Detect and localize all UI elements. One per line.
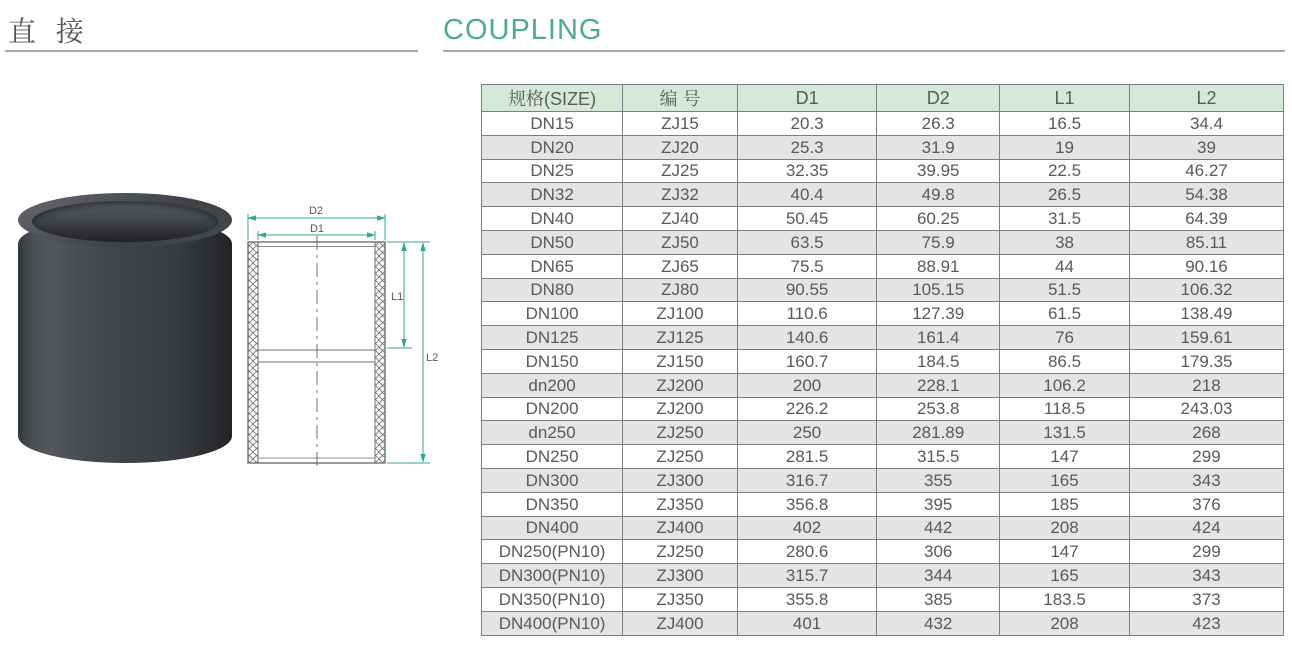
table-cell: 38 <box>1000 230 1130 254</box>
table-cell: 50.45 <box>737 207 877 231</box>
table-cell: ZJ400 <box>623 611 738 635</box>
table-cell: 86.5 <box>1000 349 1130 373</box>
table-cell: 385 <box>877 587 1000 611</box>
table-cell: 442 <box>877 516 1000 540</box>
table-cell: DN15 <box>482 112 623 136</box>
table-cell: 25.3 <box>737 135 877 159</box>
table-cell: ZJ50 <box>623 230 738 254</box>
table-cell: 402 <box>737 516 877 540</box>
table-cell: DN125 <box>482 326 623 350</box>
dim-label-d1: D1 <box>309 223 325 235</box>
table-cell: 61.5 <box>1000 302 1130 326</box>
table-cell: 355 <box>877 468 1000 492</box>
table-cell: DN25 <box>482 159 623 183</box>
table-cell: 343 <box>1129 564 1283 588</box>
table-cell: 160.7 <box>737 349 877 373</box>
table-cell: 19 <box>1000 135 1130 159</box>
page-title-english: COUPLING <box>443 14 603 46</box>
table-cell: ZJ250 <box>623 421 738 445</box>
table-row <box>482 159 1284 183</box>
title-underline-left <box>5 50 418 52</box>
table-cell: DN400(PN10) <box>482 611 623 635</box>
table-cell: ZJ300 <box>623 468 738 492</box>
table-cell: 306 <box>877 540 1000 564</box>
table-cell: 88.91 <box>877 254 1000 278</box>
table-cell: 127.39 <box>877 302 1000 326</box>
table-row <box>482 540 1284 564</box>
table-cell: 344 <box>877 564 1000 588</box>
table-cell: 280.6 <box>737 540 877 564</box>
table-row <box>482 302 1284 326</box>
table-row <box>482 492 1284 516</box>
table-cell: 183.5 <box>1000 587 1130 611</box>
table-cell: 315.7 <box>737 564 877 588</box>
table-row <box>482 468 1284 492</box>
table-cell: DN250(PN10) <box>482 540 623 564</box>
table-cell: 268 <box>1129 421 1283 445</box>
dim-label-l2: L2 <box>426 352 439 364</box>
table-cell: 373 <box>1129 587 1283 611</box>
table-cell: 106.32 <box>1129 278 1283 302</box>
table-cell: DN80 <box>482 278 623 302</box>
table-cell: 161.4 <box>877 326 1000 350</box>
table-cell: 16.5 <box>1000 112 1130 136</box>
table-row <box>482 278 1284 302</box>
table-cell: 63.5 <box>737 230 877 254</box>
table-cell: 200 <box>737 373 877 397</box>
table-cell: 49.8 <box>877 183 1000 207</box>
table-row <box>482 397 1284 421</box>
table-cell: 40.4 <box>737 183 877 207</box>
table-row <box>482 254 1284 278</box>
table-cell: 54.38 <box>1129 183 1283 207</box>
table-cell: 51.5 <box>1000 278 1130 302</box>
table-cell: 316.7 <box>737 468 877 492</box>
table-cell: DN300 <box>482 468 623 492</box>
table-cell: 90.16 <box>1129 254 1283 278</box>
table-cell: 315.5 <box>877 445 1000 469</box>
table-cell: 147 <box>1000 445 1130 469</box>
table-cell: 179.35 <box>1129 349 1283 373</box>
table-cell: 26.5 <box>1000 183 1130 207</box>
table-cell: DN65 <box>482 254 623 278</box>
table-header-row <box>482 85 1284 112</box>
table-cell: 75.5 <box>737 254 877 278</box>
table-cell: 46.27 <box>1129 159 1283 183</box>
table-cell: 185 <box>1000 492 1130 516</box>
column-header: L1 <box>1000 85 1130 112</box>
coupling-body <box>18 217 232 463</box>
table-cell: ZJ15 <box>623 112 738 136</box>
table-row <box>482 112 1284 136</box>
table-cell: ZJ200 <box>623 397 738 421</box>
table-cell: ZJ125 <box>623 326 738 350</box>
table-cell: 250 <box>737 421 877 445</box>
table-cell: 343 <box>1129 468 1283 492</box>
table-cell: DN250 <box>482 445 623 469</box>
table-cell: DN150 <box>482 349 623 373</box>
table-row <box>482 135 1284 159</box>
table-cell: 401 <box>737 611 877 635</box>
table-cell: 90.55 <box>737 278 877 302</box>
table-cell: 85.11 <box>1129 230 1283 254</box>
table-cell: 26.3 <box>877 112 1000 136</box>
table-cell: 140.6 <box>737 326 877 350</box>
table-cell: 423 <box>1129 611 1283 635</box>
table-cell: 106.2 <box>1000 373 1130 397</box>
table-cell: 31.5 <box>1000 207 1130 231</box>
dim-label-l1: L1 <box>391 291 404 303</box>
table-cell: ZJ250 <box>623 445 738 469</box>
table-cell: 32.35 <box>737 159 877 183</box>
table-cell: 299 <box>1129 540 1283 564</box>
table-cell: 105.15 <box>877 278 1000 302</box>
table-row <box>482 564 1284 588</box>
column-header: 编 号 <box>623 85 738 112</box>
table-cell: DN350(PN10) <box>482 587 623 611</box>
table-cell: DN300(PN10) <box>482 564 623 588</box>
table-cell: DN100 <box>482 302 623 326</box>
table-cell: 39 <box>1129 135 1283 159</box>
table-cell: dn200 <box>482 373 623 397</box>
table-cell: 64.39 <box>1129 207 1283 231</box>
table-cell: 76 <box>1000 326 1130 350</box>
table-cell: 165 <box>1000 468 1130 492</box>
table-row <box>482 373 1284 397</box>
table-cell: ZJ350 <box>623 492 738 516</box>
table-cell: 165 <box>1000 564 1130 588</box>
table-cell: DN50 <box>482 230 623 254</box>
title-underline-right <box>443 50 1285 52</box>
table-cell: DN40 <box>482 207 623 231</box>
column-header: D1 <box>737 85 877 112</box>
table-cell: 226.2 <box>737 397 877 421</box>
table-cell: ZJ80 <box>623 278 738 302</box>
table-cell: ZJ32 <box>623 183 738 207</box>
table-cell: 432 <box>877 611 1000 635</box>
table-cell: dn250 <box>482 421 623 445</box>
table-cell: DN20 <box>482 135 623 159</box>
table-cell: 243.03 <box>1129 397 1283 421</box>
table-cell: 356.8 <box>737 492 877 516</box>
table-cell: ZJ40 <box>623 207 738 231</box>
table-cell: 31.9 <box>877 135 1000 159</box>
table-cell: ZJ350 <box>623 587 738 611</box>
table-cell: 39.95 <box>877 159 1000 183</box>
table-cell: 20.3 <box>737 112 877 136</box>
table-cell: 184.5 <box>877 349 1000 373</box>
table-row <box>482 183 1284 207</box>
table-row <box>482 207 1284 231</box>
table-row <box>482 230 1284 254</box>
table-cell: 299 <box>1129 445 1283 469</box>
table-cell: DN400 <box>482 516 623 540</box>
table-cell: 253.8 <box>877 397 1000 421</box>
table-cell: 118.5 <box>1000 397 1130 421</box>
table-cell: 60.25 <box>877 207 1000 231</box>
spec-table <box>481 84 1284 636</box>
table-cell: ZJ20 <box>623 135 738 159</box>
table-cell: 22.5 <box>1000 159 1130 183</box>
table-cell: ZJ25 <box>623 159 738 183</box>
table-cell: 395 <box>877 492 1000 516</box>
table-cell: DN200 <box>482 397 623 421</box>
table-row <box>482 516 1284 540</box>
technical-drawing <box>246 200 441 475</box>
table-row <box>482 326 1284 350</box>
table-cell: 75.9 <box>877 230 1000 254</box>
table-cell: 208 <box>1000 611 1130 635</box>
table-cell: 131.5 <box>1000 421 1130 445</box>
table-cell: 34.4 <box>1129 112 1283 136</box>
table-cell: 110.6 <box>737 302 877 326</box>
table-cell: 424 <box>1129 516 1283 540</box>
coupling-bore-opening <box>32 201 218 242</box>
table-cell: 376 <box>1129 492 1283 516</box>
table-row <box>482 421 1284 445</box>
table-cell: 218 <box>1129 373 1283 397</box>
table-cell: 138.49 <box>1129 302 1283 326</box>
column-header: D2 <box>877 85 1000 112</box>
table-cell: ZJ100 <box>623 302 738 326</box>
table-body <box>482 112 1284 636</box>
table-cell: 44 <box>1000 254 1130 278</box>
table-cell: DN350 <box>482 492 623 516</box>
column-header: L2 <box>1129 85 1283 112</box>
dim-label-d2: D2 <box>308 205 324 217</box>
table-cell: 228.1 <box>877 373 1000 397</box>
table-cell: 355.8 <box>737 587 877 611</box>
table-cell: 281.89 <box>877 421 1000 445</box>
table-row <box>482 611 1284 635</box>
table-cell: ZJ400 <box>623 516 738 540</box>
table-cell: 281.5 <box>737 445 877 469</box>
table-row <box>482 587 1284 611</box>
table-row <box>482 445 1284 469</box>
table-cell: 208 <box>1000 516 1130 540</box>
column-header: 规格(SIZE) <box>482 85 623 112</box>
table-cell: ZJ150 <box>623 349 738 373</box>
table-cell: ZJ65 <box>623 254 738 278</box>
page-title-chinese: 直 接 <box>8 16 90 47</box>
table-cell: 159.61 <box>1129 326 1283 350</box>
table-cell: 147 <box>1000 540 1130 564</box>
table-cell: DN32 <box>482 183 623 207</box>
table-cell: ZJ250 <box>623 540 738 564</box>
table-cell: ZJ300 <box>623 564 738 588</box>
product-photo <box>18 193 232 465</box>
table-row <box>482 349 1284 373</box>
table-cell: ZJ200 <box>623 373 738 397</box>
